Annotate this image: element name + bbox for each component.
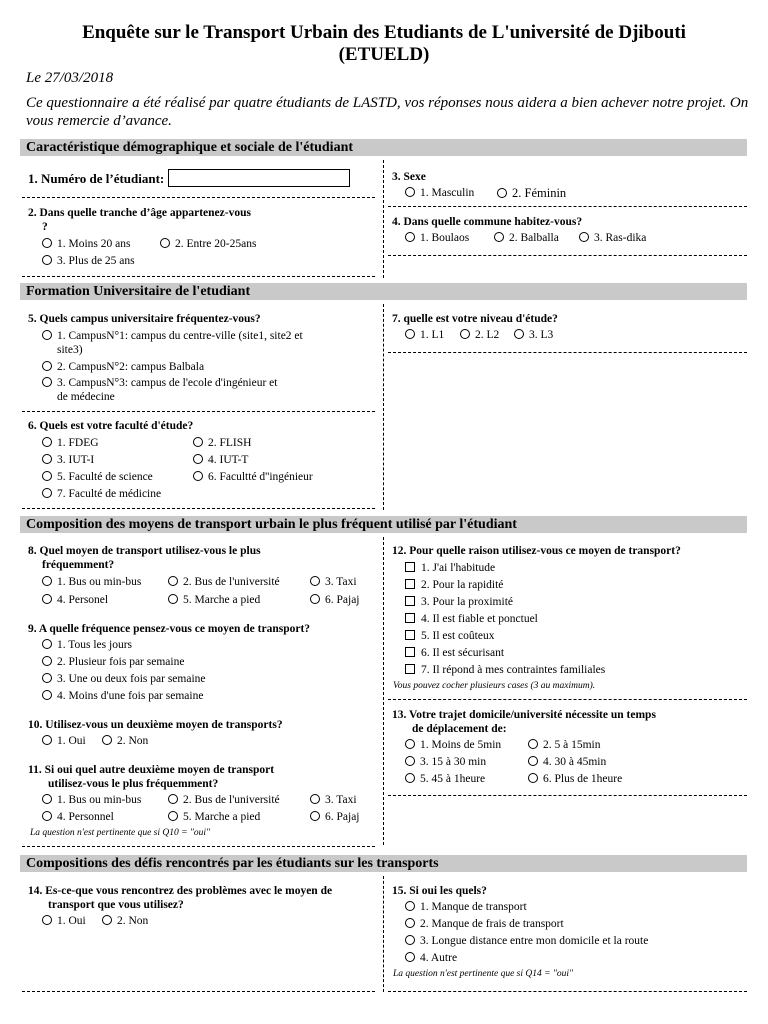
q13-option[interactable]: 2. 5 à 15min [528, 738, 601, 752]
q14-label: 14. Es-ce-que vous rencontrez des problèmes avec le moyen de [28, 885, 333, 897]
q5-option-cont: de médecine [57, 391, 115, 403]
radio-icon[interactable] [528, 739, 538, 749]
q9-option[interactable]: 2. Plusieur fois par semaine [42, 655, 184, 669]
q5-option[interactable]: 3. CampusN°3: campus de l'ecole d'ingénieur et [42, 376, 277, 390]
radio-icon[interactable] [42, 656, 52, 666]
q13-option[interactable]: 6. Plus de 1heure [528, 772, 622, 786]
checkbox-icon[interactable] [405, 579, 415, 589]
checkbox-icon[interactable] [405, 613, 415, 623]
q12-option[interactable]: 6. Il est sécurisant [405, 646, 504, 660]
radio-icon[interactable] [42, 437, 52, 447]
q5-option-cont: site3) [57, 344, 83, 356]
radio-icon[interactable] [405, 756, 415, 766]
q5-label: 5. Quels campus universitaire fréquentez-vous? [28, 313, 261, 325]
radio-icon[interactable] [168, 594, 178, 604]
q4-option[interactable]: 2. Balballa [494, 231, 559, 245]
student-number-input[interactable] [168, 169, 350, 187]
q12-note: Vous pouvez cocher plusieurs cases (3 au maximum). [393, 681, 596, 691]
checkbox-icon[interactable] [405, 596, 415, 606]
q6-option[interactable]: 2. FLISH [193, 436, 251, 450]
q11-option[interactable]: 3. Taxi [310, 793, 357, 807]
section-header-formation: Formation Universitaire de l'etudiant [20, 283, 747, 300]
radio-icon[interactable] [42, 488, 52, 498]
column-divider [383, 876, 384, 992]
q10-label: 10. Utilisez-vous un deuxième moyen de transports? [28, 719, 283, 731]
q2-label: 2. Dans quelle tranche d’âge appartenez-vous [28, 207, 251, 219]
radio-icon[interactable] [514, 329, 524, 339]
divider [22, 991, 375, 992]
q2-option[interactable]: 2. Entre 20-25ans [160, 237, 256, 251]
q7-option[interactable]: 2. L2 [460, 328, 499, 342]
radio-icon[interactable] [42, 238, 52, 248]
q4-option[interactable]: 3. Ras-dika [579, 231, 646, 245]
q12-option[interactable]: 4. Il est fiable et ponctuel [405, 612, 538, 626]
q8-option[interactable]: 2. Bus de l'université [168, 575, 280, 589]
radio-icon[interactable] [579, 232, 589, 242]
q11-label-cont: utilisez-vous le plus fréquemment? [48, 778, 219, 790]
q11-note: La question n'est pertinente que si Q10 = "oui" [30, 828, 211, 838]
q11-option[interactable]: 4. Personnel [42, 810, 114, 824]
q3-option[interactable]: 1. Masculin [405, 186, 474, 200]
q3-label: 3. Sexe [392, 171, 426, 183]
radio-icon[interactable] [42, 639, 52, 649]
q9-option[interactable]: 4. Moins d'une fois par semaine [42, 689, 203, 703]
radio-icon[interactable] [42, 361, 52, 371]
radio-icon[interactable] [42, 377, 52, 387]
q5-option[interactable]: 2. CampusN°2: campus Balbala [42, 360, 204, 374]
q13-option[interactable]: 4. 30 à 45min [528, 755, 606, 769]
radio-icon[interactable] [168, 576, 178, 586]
q4-option[interactable]: 1. Boulaos [405, 231, 469, 245]
divider [22, 846, 375, 847]
q13-label-cont: de déplacement de: [412, 723, 507, 735]
column-divider [383, 304, 384, 510]
radio-icon[interactable] [528, 756, 538, 766]
q12-option[interactable]: 7. Il répond à mes contraintes familiales [405, 663, 605, 677]
q6-option[interactable]: 5. Faculté de science [42, 470, 153, 484]
q14-option[interactable]: 2. Non [102, 914, 148, 928]
radio-icon[interactable] [168, 811, 178, 821]
q11-option[interactable]: 5. Marche a pied [168, 810, 260, 824]
radio-icon[interactable] [497, 188, 507, 198]
q11-option[interactable]: 1. Bus ou min-bus [42, 793, 141, 807]
q8-option[interactable]: 4. Personel [42, 593, 108, 607]
q4-label: 4. Dans quelle commune habitez-vous? [392, 216, 583, 228]
radio-icon[interactable] [42, 915, 52, 925]
q12-option[interactable]: 3. Pour la proximité [405, 595, 513, 609]
q8-label: 8. Quel moyen de transport utilisez-vous le plus [28, 545, 261, 557]
radio-icon[interactable] [310, 576, 320, 586]
survey-acronym: (ETUELD) [338, 44, 430, 65]
q15-option[interactable]: 1. Manque de transport [405, 900, 527, 914]
q11-option[interactable]: 6. Pajaj [310, 810, 360, 824]
radio-icon[interactable] [160, 238, 170, 248]
divider [388, 352, 747, 353]
radio-icon[interactable] [405, 739, 415, 749]
radio-icon[interactable] [42, 811, 52, 821]
radio-icon[interactable] [42, 794, 52, 804]
radio-icon[interactable] [310, 594, 320, 604]
q5-option[interactable]: 1. CampusN°1: campus du centre-ville (site1, site2 et [42, 329, 303, 343]
radio-icon[interactable] [405, 187, 415, 197]
checkbox-icon[interactable] [405, 664, 415, 674]
divider [22, 276, 375, 277]
radio-icon[interactable] [310, 811, 320, 821]
radio-icon[interactable] [42, 576, 52, 586]
q15-option[interactable]: 3. Longue distance entre mon domicile et la route [405, 934, 648, 948]
radio-icon[interactable] [405, 329, 415, 339]
section-header-transport: Composition des moyens de transport urbain le plus fréquent utilisé par l'étudiant [20, 516, 747, 533]
radio-icon[interactable] [494, 232, 504, 242]
radio-icon[interactable] [42, 594, 52, 604]
checkbox-icon[interactable] [405, 562, 415, 572]
q2-option[interactable]: 1. Moins 20 ans [42, 237, 130, 251]
q9-option[interactable]: 3. Une ou deux fois par semaine [42, 672, 206, 686]
q12-label: 12. Pour quelle raison utilisez-vous ce moyen de transport? [392, 545, 681, 557]
q6-option[interactable]: 4. IUT-T [193, 453, 248, 467]
q13-option[interactable]: 3. 15 à 30 min [405, 755, 486, 769]
q13-option[interactable]: 5. 45 à 1heure [405, 772, 485, 786]
q8-option[interactable]: 3. Taxi [310, 575, 357, 589]
q8-option[interactable]: 5. Marche a pied [168, 593, 260, 607]
radio-icon[interactable] [193, 471, 203, 481]
divider [22, 508, 375, 509]
column-divider [383, 537, 384, 845]
q1-label: 1. Numéro de l’étudiant: [28, 169, 350, 187]
section-header-challenges: Compositions des défis rencontrés par les étudiants sur les transports [20, 855, 747, 872]
q12-option[interactable]: 2. Pour la rapidité [405, 578, 503, 592]
divider [22, 197, 375, 198]
q15-option[interactable]: 4. Autre [405, 951, 457, 965]
q3-option[interactable]: 2. Féminin [497, 186, 566, 200]
divider [388, 255, 747, 256]
radio-icon[interactable] [405, 773, 415, 783]
q9-label: 9. A quelle fréquence pensez-vous ce moyen de transport? [28, 623, 311, 635]
q7-option[interactable]: 1. L1 [405, 328, 444, 342]
radio-icon[interactable] [193, 454, 203, 464]
q8-option[interactable]: 1. Bus ou min-bus [42, 575, 141, 589]
q10-option[interactable]: 2. Non [102, 734, 148, 748]
radio-icon[interactable] [310, 794, 320, 804]
q9-option[interactable]: 1. Tous les jours [42, 638, 132, 652]
q11-label: 11. Si oui quel autre deuxième moyen de transport [28, 764, 275, 776]
q8-option[interactable]: 6. Pajaj [310, 593, 360, 607]
q14-label-cont: transport que vous utilisez? [48, 899, 184, 911]
q6-option[interactable]: 6. Facultté d''ingénieur [193, 470, 313, 484]
divider [388, 699, 747, 700]
q8-label-cont: fréquemment? [42, 559, 115, 571]
radio-icon[interactable] [42, 673, 52, 683]
divider [22, 411, 375, 412]
q12-option[interactable]: 1. J'ai l'habitude [405, 561, 495, 575]
q13-option[interactable]: 1. Moins de 5min [405, 738, 501, 752]
column-divider [383, 160, 384, 278]
intro-text: Ce questionnaire a été réalisé par quatre étudiants de LASTD, vos réponses nous aidera a bien achever notre projet. On vous remercie d’avance. [26, 95, 749, 129]
q15-note: La question n'est pertinente que si Q14 = "oui" [393, 969, 574, 979]
q11-option[interactable]: 2. Bus de l'université [168, 793, 280, 807]
survey-title: Enquête sur le Transport Urbain des Etudiants de L'université de Djibouti [82, 22, 686, 43]
q6-option[interactable]: 3. IUT-I [42, 453, 94, 467]
radio-icon[interactable] [168, 794, 178, 804]
radio-icon[interactable] [42, 330, 52, 340]
radio-icon[interactable] [528, 773, 538, 783]
q6-label: 6. Quels est votre faculté d'étude? [28, 420, 194, 432]
radio-icon[interactable] [405, 901, 415, 911]
radio-icon[interactable] [42, 471, 52, 481]
section-header-demographics: Caractéristique démographique et sociale de l'étudiant [20, 139, 747, 156]
radio-icon[interactable] [102, 915, 112, 925]
radio-icon[interactable] [102, 735, 112, 745]
radio-icon[interactable] [405, 918, 415, 928]
divider [388, 795, 747, 796]
radio-icon[interactable] [193, 437, 203, 447]
divider [388, 206, 747, 207]
radio-icon[interactable] [405, 952, 415, 962]
q6-option[interactable]: 1. FDEG [42, 436, 99, 450]
checkbox-icon[interactable] [405, 647, 415, 657]
q2-label-cont: ? [42, 221, 48, 233]
q15-option[interactable]: 2. Manque de frais de transport [405, 917, 564, 931]
q2-option[interactable]: 3. Plus de 25 ans [42, 254, 135, 268]
radio-icon[interactable] [42, 690, 52, 700]
q14-option[interactable]: 1. Oui [42, 914, 86, 928]
radio-icon[interactable] [460, 329, 470, 339]
radio-icon[interactable] [42, 454, 52, 464]
q13-label: 13. Votre trajet domicile/université nécessite un temps [392, 709, 656, 721]
divider [388, 991, 747, 992]
q7-label: 7. quelle est votre niveau d'étude? [392, 313, 558, 325]
q10-option[interactable]: 1. Oui [42, 734, 86, 748]
q12-option[interactable]: 5. Il est coûteux [405, 629, 494, 643]
q7-option[interactable]: 3. L3 [514, 328, 553, 342]
q6-option[interactable]: 7. Faculté de médicine [42, 487, 161, 501]
radio-icon[interactable] [42, 255, 52, 265]
radio-icon[interactable] [42, 735, 52, 745]
radio-icon[interactable] [405, 232, 415, 242]
radio-icon[interactable] [405, 935, 415, 945]
checkbox-icon[interactable] [405, 630, 415, 640]
survey-date: Le 27/03/2018 [26, 70, 114, 86]
q15-label: 15. Si oui les quels? [392, 885, 487, 897]
